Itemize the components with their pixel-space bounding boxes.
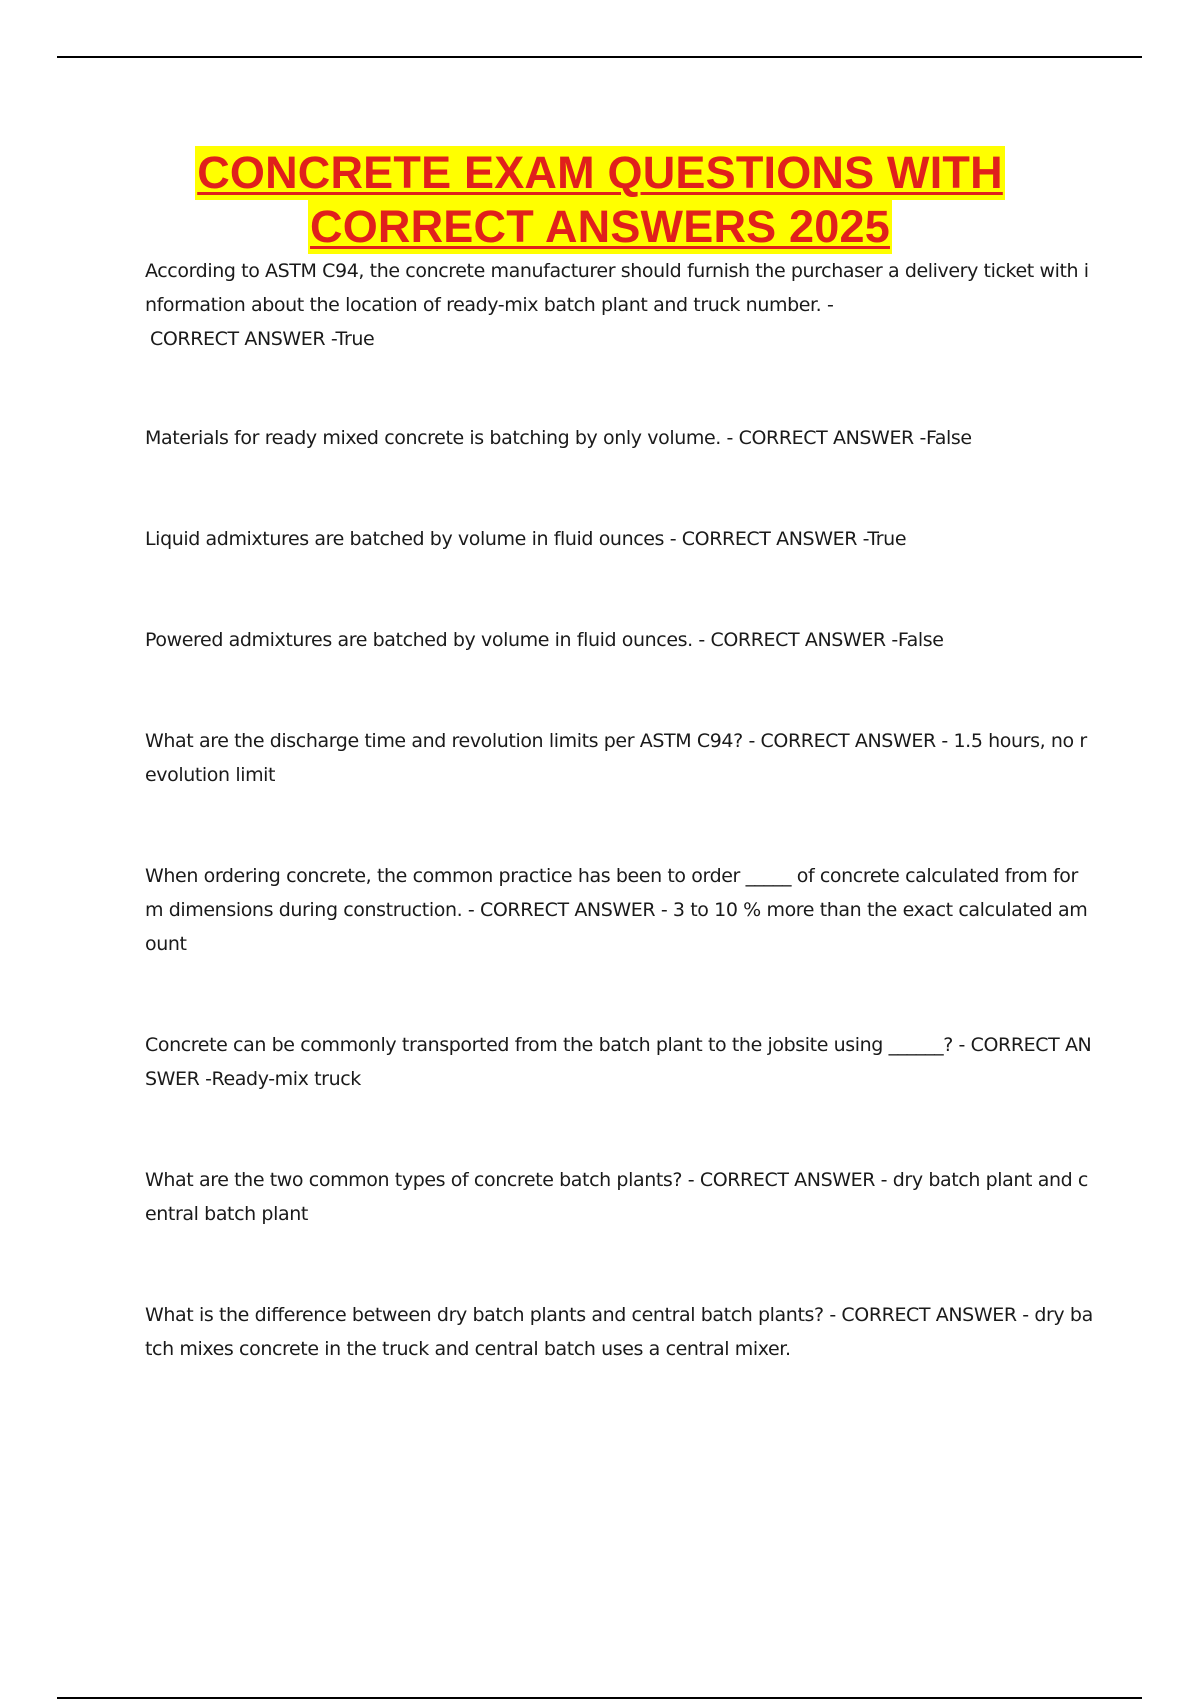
title-line-2: CORRECT ANSWERS 2025 xyxy=(310,201,890,252)
question-text: Powered admixtures are batched by volume in fluid ounces. - xyxy=(145,629,711,651)
qa-item-2 xyxy=(145,421,1095,455)
question-text: What is the difference between dry batch plants and central batch plants? - xyxy=(145,1304,842,1326)
answer-text: CORRECT ANSWER -True xyxy=(150,328,375,350)
answer-text: CORRECT ANSWER - dry batch plant and central batch plant xyxy=(145,1169,1088,1225)
question-text: What are the two common types of concrete batch plants? - xyxy=(145,1169,700,1191)
question-text: Materials for ready mixed concrete is batching by only volume. - xyxy=(145,427,739,449)
top-rule xyxy=(57,56,1142,58)
qa-item-9 xyxy=(145,1298,1095,1366)
answer-text: CORRECT ANSWER - 1.5 hours, no revolution limit xyxy=(145,730,1087,786)
qa-item-8 xyxy=(145,1163,1095,1231)
answer-text: CORRECT ANSWER - 3 to 10 % more than the exact calculated amount xyxy=(145,899,1088,955)
bottom-rule xyxy=(57,1697,1142,1699)
qa-list xyxy=(145,254,1095,1433)
qa-item-1 xyxy=(145,254,1095,356)
answer-text: CORRECT ANSWER -True xyxy=(681,528,907,550)
question-text: When ordering concrete, the common practice has been to order _____ of concrete calculated from form dimensions during construction. - xyxy=(145,865,1078,921)
qa-item-4 xyxy=(145,623,1095,657)
qa-item-7 xyxy=(145,1028,1095,1096)
title-line-1: CONCRETE EXAM QUESTIONS WITH xyxy=(197,147,1003,198)
answer-text: CORRECT ANSWER - dry batch mixes concrete in the truck and central batch uses a central mixer. xyxy=(145,1304,1093,1360)
answer-text: CORRECT ANSWER -False xyxy=(738,427,972,449)
qa-item-5 xyxy=(145,724,1095,792)
qa-item-3 xyxy=(145,522,1095,556)
question-text: What are the discharge time and revolution limits per ASTM C94? - xyxy=(145,730,761,752)
answer-text: CORRECT ANSWER -Ready-mix truck xyxy=(145,1034,1092,1090)
question-text: Concrete can be commonly transported from the batch plant to the jobsite using ______? - xyxy=(145,1034,971,1056)
document-title xyxy=(100,146,1100,254)
qa-item-6 xyxy=(145,859,1095,961)
question-text: Liquid admixtures are batched by volume in fluid ounces - xyxy=(145,528,682,550)
answer-text: CORRECT ANSWER -False xyxy=(710,629,944,651)
question-text: According to ASTM C94, the concrete manufacturer should furnish the purchaser a delivery ticket with information about the location of ready-mix batch plant and truck number. - xyxy=(145,260,1089,316)
